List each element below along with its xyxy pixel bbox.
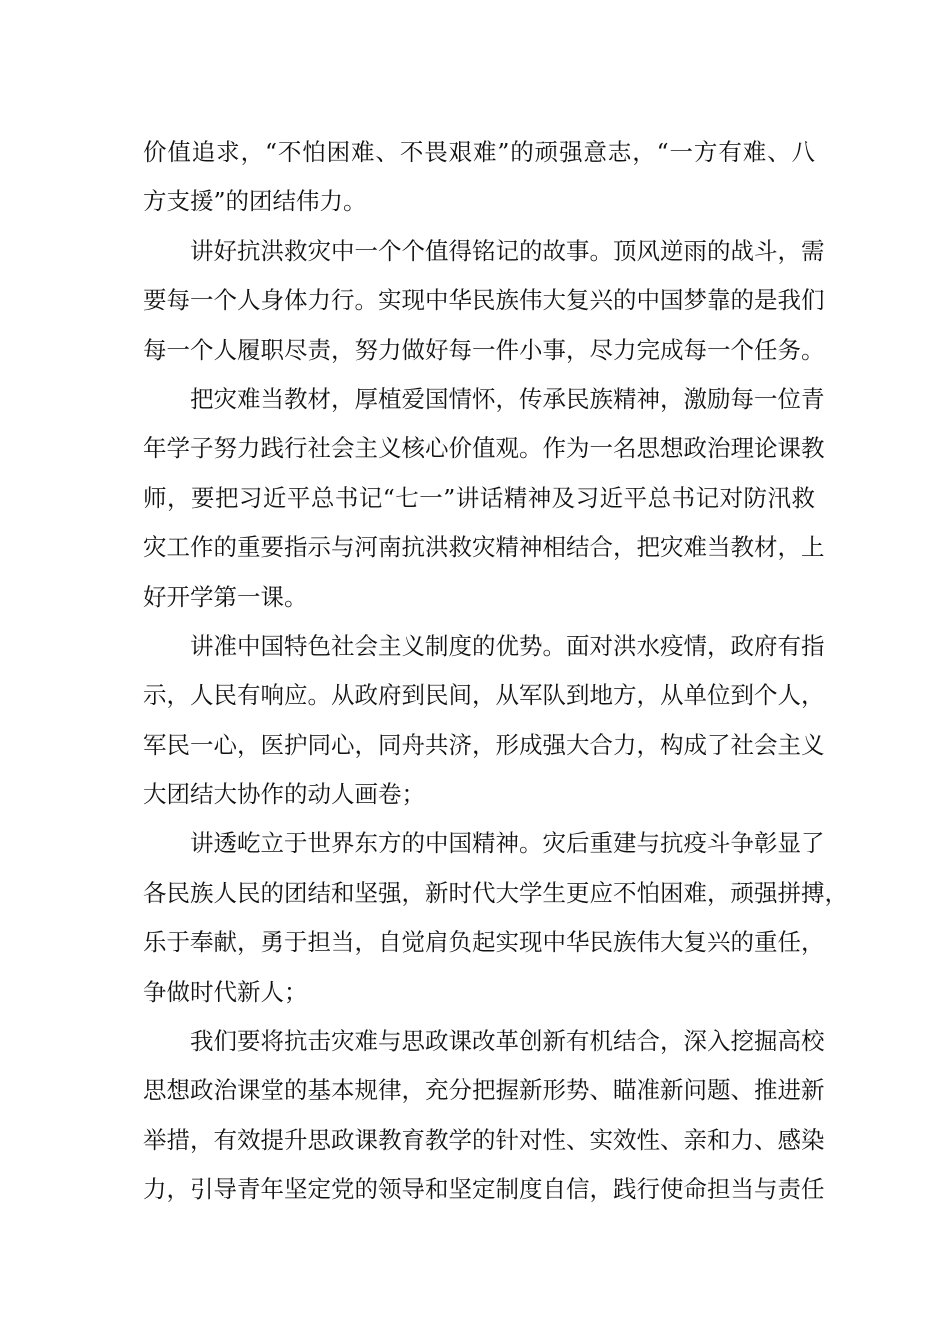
paragraph-4 xyxy=(143,622,825,820)
document-body xyxy=(143,128,848,1215)
text-line: 我们要将抗击灾难与思政课改革创新有机结合，深入挖掘高校 xyxy=(190,1027,825,1056)
text-line: 军民一心，医护同心，同舟共济，形成强大合力，构成了社会主义 xyxy=(143,730,825,759)
text-line: 讲透屹立于世界东方的中国精神。灾后重建与抗疫斗争彰显了 xyxy=(190,829,825,858)
text-line: 举措，有效提升思政课教育教学的针对性、实效性、亲和力、感染 xyxy=(143,1125,825,1154)
text-line: 方支援”的团结伟力。 xyxy=(143,187,367,216)
text-line: 年学子努力践行社会主义核心价值观。作为一名思想政治理论课教 xyxy=(143,434,825,463)
text-line: 师，要把习近平总书记“七一”讲话精神及习近平总书记对防汛救 xyxy=(143,483,815,512)
text-line: 把灾难当教材，厚植爱国情怀，传承民族精神，激励每一位青 xyxy=(190,384,825,413)
paragraph-3 xyxy=(143,375,825,622)
text-line: 讲准中国特色社会主义制度的优势。面对洪水疫情，政府有指 xyxy=(190,631,825,660)
text-line: 讲好抗洪救灾中一个个值得铭记的故事。顶风逆雨的战斗，需 xyxy=(190,236,825,265)
text-line: 各民族人民的团结和坚强，新时代大学生更应不怕困难，顽强拼搏， xyxy=(143,878,848,907)
text-line: 好开学第一课。 xyxy=(143,582,308,611)
paragraph-2 xyxy=(143,227,825,375)
text-line: 每一个人履职尽责，努力做好每一件小事，尽力完成每一个任务。 xyxy=(143,335,825,364)
text-line: 乐于奉献，勇于担当，自觉肩负起实现中华民族伟大复兴的重任， xyxy=(143,928,825,957)
text-line: 争做时代新人； xyxy=(143,977,308,1006)
paragraph-1 xyxy=(143,128,815,227)
text-line: 示，人民有响应。从政府到民间，从军队到地方，从单位到个人， xyxy=(143,681,825,710)
text-line: 价值追求，“不怕困难、不畏艰难”的顽强意志，“一方有难、八 xyxy=(143,138,815,166)
paragraph-5 xyxy=(143,819,848,1017)
paragraph-6 xyxy=(143,1017,825,1215)
text-line: 灾工作的重要指示与河南抗洪救灾精神相结合，把灾难当教材，上 xyxy=(143,533,825,562)
text-line: 思想政治课堂的基本规律，充分把握新形势、瞄准新问题、推进新 xyxy=(143,1076,825,1105)
text-line: 要每一个人身体力行。实现中华民族伟大复兴的中国梦靠的是我们 xyxy=(143,286,825,315)
text-line: 大团结大协作的动人画卷； xyxy=(143,780,425,809)
text-line: 力，引导青年坚定党的领导和坚定制度自信，践行使命担当与责任 xyxy=(143,1175,825,1204)
